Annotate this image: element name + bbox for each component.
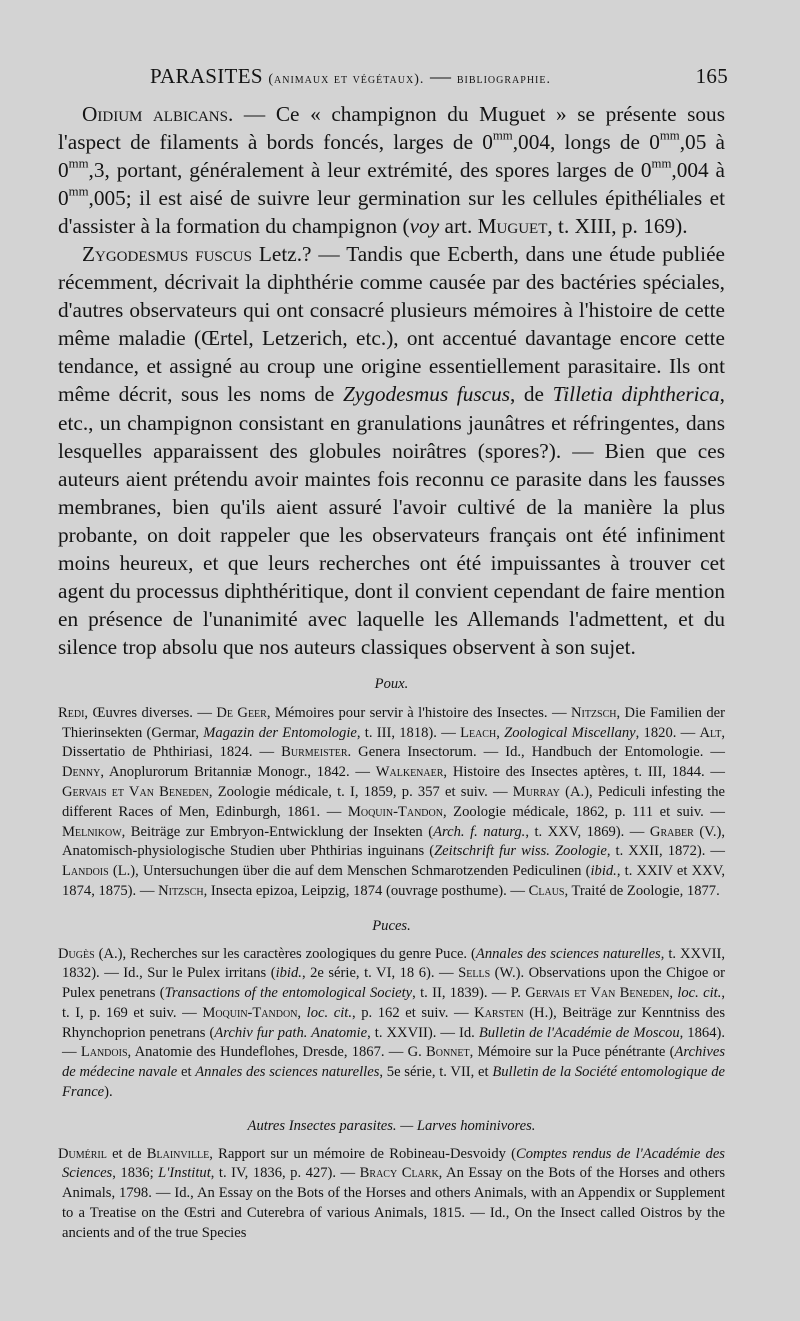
header-section: bibliographie. <box>456 72 551 87</box>
running-header <box>150 64 728 89</box>
section-title-autres: Autres Insectes parasites. — Larves hominivores. <box>247 1117 536 1134</box>
bibliography <box>58 675 725 1244</box>
section-title-puces: Puces. <box>372 917 411 934</box>
page-body <box>58 100 725 1244</box>
page-number: 165 <box>695 64 728 88</box>
header-subtitle: (animaux et végétaux). <box>268 72 425 87</box>
section-title-poux: Poux. <box>374 675 409 692</box>
paragraph-zygodesmus: Zygodesmus fuscus Letz.? — Tandis que Ecberth, dans une étude publiée récemment, décrivait la diphthérie comme causée par des bactéries spéciales, d'autres observateurs qui ont consacré plusieurs mémoires à l'histoire de cette même maladie (Œrtel, Letzerich, etc.), ont accentué davantage encore cette tendance, et assigné au croup une origine essentiellement parasitaire. Ils ont même décrit, sous les noms de Zygodesmus fuscus, de Tilletia diphtherica, etc., un champignon consistant en granulations jaunâtres et réfringentes, dans lesquelles apparaissent des globules noirâtres (spores?). — Bien que ces auteurs aient prétendu avoir maintes fois reconnu ce parasite dans les fausses membranes, bien qu'ils aient assuré l'avoir cultivé de la manière la plus probante, on doit rappeler que les observateurs français ont été infiniment moins heureux, et que leurs recherches ont été impuissantes à trouver cet agent du processus diphthéritique, dont il convient cependant de faire mention en présence de l'unanimité avec laquelle les Allemands l'admettent, et du silence trop absolu que nos auteurs classiques observent à son sujet. <box>58 242 725 659</box>
bib-poux: Redi, Œuvres diverses. — De Geer, Mémoires pour servir à l'histoire des Insectes. — Nitzsch, Die Familien der Thierinsekten (Germar, Magazin der Entomologie, t. III, 1818). — Leach, Zoological Miscellany, 1820. — Alt, Dissertatio de Phthiriasi, 1824. — Burmeister. Genera Insectorum. — Id., Handbuch der Entomologie. — Denny, Anoplurorum Britanniæ Monogr., 1842. — Walkenaer, Histoire des Insectes aptères, t. III, 1844. — Gervais et Van Beneden, Zoologie médicale, t. I, 1859, p. 357 et suiv. — Murray (A.), Pediculi infesting the different Races of Men, Edinburgh, 1861. — Moquin-Tandon, Zoologie médicale, 1862, p. 111 et suiv. — Melnikow, Beiträge zur Embryon-Entwicklung der Insekten (Arch. f. naturg., t. XXV, 1869). — Graber (V.), Anatomisch-physiologische Studien uber Phthirias inguinans (Zeitschrift fur wiss. Zoologie, t. XXII, 1872). — Landois (L.), Untersuchungen über die auf dem Menschen Schmarotzenden Pediculinen (ibid., t. XXIV et XXV, 1874, 1875). — Nitzsch, Insecta epizoa, Leipzig, 1874 (ouvrage posthume). — Claus, Traité de Zoologie, 1877. <box>58 704 726 899</box>
bib-puces: Dugès (A.), Recherches sur les caractères zoologiques du genre Puce. (Annales des sciences naturelles, t. XXVII, 1832). — Id., Sur le Pulex irritans (ibid., 2e série, t. VI, 18 6). — Sells (W.). Observations upon the Chigoe or Pulex penetrans (Transactions of the entomological Society, t. II, 1839). — P. Gervais et Van Beneden, loc. cit., t. I, p. 169 et suiv. — Moquin-Tandon, loc. cit., p. 162 et suiv. — Karsten (H.), Beiträge zur Kenntniss des Rhynchoprion penetrans (Archiv fur path. Anatomie, t. XXVII). — Id. Bulletin de l'Académie de Moscou, 1864). — Landois, Anatomie des Hundeflohes, Dresde, 1867. — G. Bonnet, Mémoire sur la Puce pénétrante (Archives de médecine navale et Annales des sciences naturelles, 5e série, t. VII, et Bulletin de la Société entomologique de France). <box>58 945 726 1101</box>
entry-name: Oidium albicans. <box>82 102 234 126</box>
main-text <box>58 100 725 661</box>
header-title: PARASITES (animaux et végétaux). — bibliographie. <box>150 64 551 88</box>
bib-autres: Duméril et de Blainville, Rapport sur un mémoire de Robineau-Desvoidy (Comptes rendus de l'Académie des Sciences, 1836; L'Institut, t. IV, 1836, p. 427). — Bracy Clark, An Essay on the Bots of the Horses and others Animals, 1798. — Id., An Essay on the Bots of the Horses and others Animals, with an Appendix or Supplement to a Treatise on the Œstri and Cuterebra of various Animals, 1815. — Id., On the Insect called Oistros by the ancients and of the true Species <box>58 1145 725 1241</box>
paragraph-oidium: Oidium albicans. — Ce « champignon du Muguet » se présente sous l'aspect de filaments à bords foncés, larges de $0^{mm},004$, longs de $0^{mm},05$ à $0^{mm},3$, portant, généralement à leur extrémité, des spores larges de $0^{mm},004$ à $0^{mm},005$; il est aisé de suivre leur germination sur les cellules épithéliales et d'assister à la formation du champignon (voy art. Muguet, t. XIII, p. 169). <box>58 102 725 239</box>
entry-name: Zygodesmus fuscus <box>82 242 252 267</box>
